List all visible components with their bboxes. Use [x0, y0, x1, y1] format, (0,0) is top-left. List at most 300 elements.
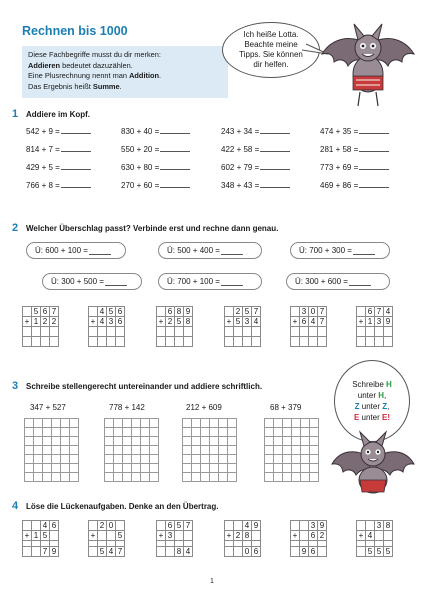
- answer-cell[interactable]: [107, 327, 116, 337]
- digit-cell: 7: [50, 307, 59, 317]
- answer-blank[interactable]: [61, 180, 91, 188]
- answer-cell[interactable]: [116, 327, 125, 337]
- grid-cell[interactable]: [43, 446, 52, 455]
- answer-cell[interactable]: [98, 337, 107, 347]
- answer-cell[interactable]: [184, 327, 193, 337]
- answer-cell[interactable]: [50, 327, 59, 337]
- digit-cell[interactable]: [366, 521, 375, 531]
- grid-cell[interactable]: [105, 473, 114, 482]
- digit-cell: 4: [309, 317, 318, 327]
- grid-cell[interactable]: [132, 419, 141, 428]
- grid-cell[interactable]: [132, 446, 141, 455]
- answer-cell[interactable]: [98, 327, 107, 337]
- digit-cell: [157, 307, 166, 317]
- grid-cell[interactable]: [132, 437, 141, 446]
- grid-cell[interactable]: [141, 419, 150, 428]
- answer-cell[interactable]: [300, 327, 309, 337]
- grid-cell[interactable]: [114, 437, 123, 446]
- grid-cell[interactable]: [210, 437, 219, 446]
- grid-cell[interactable]: [301, 419, 310, 428]
- grid-cell[interactable]: [25, 419, 34, 428]
- answer-blank[interactable]: [61, 162, 91, 170]
- page-title: Rechnen bis 1000: [22, 24, 128, 38]
- grid-cell[interactable]: [43, 419, 52, 428]
- answer-cell[interactable]: [375, 327, 384, 337]
- digit-cell: 3: [375, 317, 384, 327]
- answer-blank[interactable]: [260, 162, 290, 170]
- result-cell[interactable]: [157, 547, 166, 557]
- result-cell[interactable]: [357, 547, 366, 557]
- grid-cell[interactable]: [192, 473, 201, 482]
- grid-cell[interactable]: [228, 428, 237, 437]
- grid-cell[interactable]: [201, 473, 210, 482]
- answer-blank[interactable]: [160, 126, 190, 134]
- grid-cell[interactable]: [228, 446, 237, 455]
- digit-cell: 4: [384, 307, 393, 317]
- grid-cell[interactable]: [43, 428, 52, 437]
- grid-cell[interactable]: [192, 428, 201, 437]
- answer-blank[interactable]: [260, 144, 290, 152]
- digit-cell: [157, 521, 166, 531]
- grid-cell[interactable]: [25, 464, 34, 473]
- answer-cell[interactable]: [41, 337, 50, 347]
- grid-cell[interactable]: [301, 455, 310, 464]
- grid-cell[interactable]: [228, 473, 237, 482]
- grid-cell[interactable]: [132, 428, 141, 437]
- grid-cell[interactable]: [61, 446, 70, 455]
- grid-cell[interactable]: [301, 428, 310, 437]
- digit-cell[interactable]: [375, 531, 384, 541]
- digit-cell[interactable]: [50, 531, 59, 541]
- answer-cell[interactable]: [107, 337, 116, 347]
- result-cell[interactable]: [234, 547, 243, 557]
- grid-cell[interactable]: [25, 473, 34, 482]
- result-cell[interactable]: [32, 547, 41, 557]
- answer-cell[interactable]: [318, 337, 327, 347]
- digit-cell: 3: [309, 521, 318, 531]
- grid-cell[interactable]: [228, 464, 237, 473]
- grid-cell[interactable]: [265, 455, 274, 464]
- answer-blank[interactable]: [221, 247, 243, 255]
- grid-cell[interactable]: [123, 428, 132, 437]
- grid-cell[interactable]: [114, 455, 123, 464]
- answer-cell[interactable]: [252, 327, 261, 337]
- grid-cell[interactable]: [210, 455, 219, 464]
- grid-cell[interactable]: [61, 473, 70, 482]
- section-2-number: 2: [12, 222, 19, 234]
- answer-cell[interactable]: [384, 327, 393, 337]
- grid-cell[interactable]: [283, 419, 292, 428]
- answer-blank[interactable]: [260, 126, 290, 134]
- grid-cell[interactable]: [141, 428, 150, 437]
- exercise: 474 + 35 =: [320, 126, 389, 144]
- answer-cell[interactable]: [357, 337, 366, 347]
- grid-cell[interactable]: [25, 455, 34, 464]
- result-cell[interactable]: [225, 547, 234, 557]
- digit-cell[interactable]: [184, 531, 193, 541]
- digit-cell: +: [357, 531, 366, 541]
- grid-cell[interactable]: [219, 446, 228, 455]
- grid-cell[interactable]: [201, 437, 210, 446]
- answer-cell[interactable]: [243, 327, 252, 337]
- answer-blank[interactable]: [353, 247, 375, 255]
- answer-cell[interactable]: [366, 337, 375, 347]
- grid-cell[interactable]: [34, 455, 43, 464]
- answer-cell[interactable]: [166, 337, 175, 347]
- answer-cell[interactable]: [318, 327, 327, 337]
- digit-cell: +: [157, 531, 166, 541]
- grid-cell[interactable]: [70, 437, 79, 446]
- answer-cell[interactable]: [89, 327, 98, 337]
- speech-bubble-lotta: Ich heiße Lotta. Beachte meine Tipps. Sie können dir helfen.: [222, 22, 320, 78]
- result-cell[interactable]: [291, 547, 300, 557]
- grid-cell[interactable]: [265, 464, 274, 473]
- grid-cell[interactable]: [201, 464, 210, 473]
- grid-cell[interactable]: [201, 419, 210, 428]
- grid-cell[interactable]: [25, 428, 34, 437]
- grid-cell[interactable]: [265, 428, 274, 437]
- grid-cell[interactable]: [210, 419, 219, 428]
- grid-cell[interactable]: [61, 437, 70, 446]
- grid-cell[interactable]: [105, 437, 114, 446]
- answer-cell[interactable]: [225, 327, 234, 337]
- grid-cell[interactable]: [183, 437, 192, 446]
- answer-cell[interactable]: [252, 337, 261, 347]
- grid-cell[interactable]: [105, 428, 114, 437]
- answer-blank[interactable]: [160, 144, 190, 152]
- grid-cell[interactable]: [192, 464, 201, 473]
- grid-cell[interactable]: [201, 428, 210, 437]
- grid-cell[interactable]: [43, 437, 52, 446]
- grid-cell[interactable]: [219, 419, 228, 428]
- answer-cell[interactable]: [225, 337, 234, 347]
- grid-cell[interactable]: [210, 464, 219, 473]
- grid-cell[interactable]: [114, 446, 123, 455]
- digit-cell: 5: [116, 531, 125, 541]
- grid-cell[interactable]: [123, 437, 132, 446]
- grid-cell[interactable]: [210, 473, 219, 482]
- answer-blank[interactable]: [221, 278, 243, 286]
- answer-cell[interactable]: [184, 337, 193, 347]
- answer-cell[interactable]: [157, 327, 166, 337]
- grid-cell[interactable]: [34, 464, 43, 473]
- grid-cell[interactable]: [52, 455, 61, 464]
- grid-cell[interactable]: [150, 455, 159, 464]
- grid-cell[interactable]: [132, 473, 141, 482]
- grid-cell[interactable]: [219, 437, 228, 446]
- answer-cell[interactable]: [41, 327, 50, 337]
- grid-cell[interactable]: [141, 473, 150, 482]
- grid-cell[interactable]: [25, 437, 34, 446]
- answer-blank[interactable]: [260, 180, 290, 188]
- digit-cell[interactable]: [32, 521, 41, 531]
- answer-cell[interactable]: [291, 327, 300, 337]
- grid-cell[interactable]: [43, 455, 52, 464]
- grid-cell[interactable]: [274, 428, 283, 437]
- digit-cell: 3: [107, 317, 116, 327]
- digit-cell[interactable]: [384, 531, 393, 541]
- grid-cell[interactable]: [301, 473, 310, 482]
- grid-cell[interactable]: [201, 446, 210, 455]
- grid-cell[interactable]: [274, 473, 283, 482]
- grid-cell[interactable]: [301, 464, 310, 473]
- answer-cell[interactable]: [32, 327, 41, 337]
- gap-addition-grid: [290, 520, 327, 557]
- grid-cell[interactable]: [105, 455, 114, 464]
- answer-blank[interactable]: [105, 278, 127, 286]
- column-addition-grid: [224, 306, 261, 347]
- grid-cell[interactable]: [61, 455, 70, 464]
- answer-blank[interactable]: [160, 162, 190, 170]
- grid-cell[interactable]: [123, 419, 132, 428]
- answer-cell[interactable]: [116, 337, 125, 347]
- result-cell[interactable]: [23, 547, 32, 557]
- answer-cell[interactable]: [366, 327, 375, 337]
- section-1-heading: Addiere im Kopf.: [26, 110, 91, 119]
- grid-cell[interactable]: [141, 455, 150, 464]
- grid-cell[interactable]: [228, 455, 237, 464]
- result-cell: 7: [116, 547, 125, 557]
- grid-cell[interactable]: [210, 446, 219, 455]
- estimate-pill[interactable]: Ü: 700 + 100 =: [158, 273, 262, 290]
- grid-cell[interactable]: [141, 446, 150, 455]
- answer-blank[interactable]: [359, 126, 389, 134]
- digit-cell: 9: [384, 317, 393, 327]
- digit-cell: 5: [41, 531, 50, 541]
- grid-cell[interactable]: [150, 437, 159, 446]
- grid-cell[interactable]: [183, 473, 192, 482]
- answer-cell[interactable]: [384, 337, 393, 347]
- answer-cell[interactable]: [234, 337, 243, 347]
- grid-cell[interactable]: [283, 464, 292, 473]
- grid-cell[interactable]: [52, 419, 61, 428]
- grid-cell[interactable]: [292, 428, 301, 437]
- exercise: 830 + 40 =: [121, 126, 190, 144]
- grid-cell[interactable]: [105, 419, 114, 428]
- digit-cell[interactable]: [116, 521, 125, 531]
- section-2-heading: Welcher Überschlag passt? Verbinde erst und rechne dann genau.: [26, 224, 279, 233]
- answer-cell[interactable]: [23, 327, 32, 337]
- grid-cell[interactable]: [219, 455, 228, 464]
- grid-cell[interactable]: [114, 428, 123, 437]
- section-1-column-2: [121, 126, 190, 198]
- grid-cell[interactable]: [114, 419, 123, 428]
- answer-cell[interactable]: [175, 337, 184, 347]
- grid-cell[interactable]: [274, 437, 283, 446]
- empty-writing-grid: [104, 418, 159, 482]
- grid-cell[interactable]: [292, 464, 301, 473]
- grid-cell[interactable]: [105, 464, 114, 473]
- grid-cell[interactable]: [61, 419, 70, 428]
- grid-cell[interactable]: [310, 419, 319, 428]
- digit-cell[interactable]: [252, 531, 261, 541]
- grid-cell[interactable]: [274, 446, 283, 455]
- grid-cell[interactable]: [192, 455, 201, 464]
- grid-cell[interactable]: [265, 437, 274, 446]
- digit-cell[interactable]: [107, 531, 116, 541]
- grid-cell[interactable]: [141, 437, 150, 446]
- answer-blank[interactable]: [61, 144, 91, 152]
- grid-cell[interactable]: [292, 437, 301, 446]
- grid-cell[interactable]: [183, 464, 192, 473]
- grid-cell[interactable]: [292, 419, 301, 428]
- grid-cell[interactable]: [301, 437, 310, 446]
- grid-cell[interactable]: [292, 446, 301, 455]
- grid-cell[interactable]: [132, 464, 141, 473]
- answer-cell[interactable]: [89, 337, 98, 347]
- grid-cell[interactable]: [123, 446, 132, 455]
- grid-cell[interactable]: [70, 473, 79, 482]
- grid-cell[interactable]: [150, 473, 159, 482]
- grid-cell[interactable]: [132, 455, 141, 464]
- grid-cell[interactable]: [34, 473, 43, 482]
- answer-cell[interactable]: [166, 327, 175, 337]
- result-cell: 6: [252, 547, 261, 557]
- grid-cell[interactable]: [123, 455, 132, 464]
- answer-cell[interactable]: [243, 337, 252, 347]
- digit-cell[interactable]: [300, 531, 309, 541]
- grid-cell[interactable]: [310, 455, 319, 464]
- grid-cell[interactable]: [265, 473, 274, 482]
- grid-cell[interactable]: [283, 437, 292, 446]
- digit-cell[interactable]: [234, 521, 243, 531]
- grid-cell[interactable]: [150, 446, 159, 455]
- estimate-pill[interactable]: Ü: 600 + 100 =: [26, 242, 126, 259]
- answer-blank[interactable]: [160, 180, 190, 188]
- answer-cell[interactable]: [309, 337, 318, 347]
- answer-cell[interactable]: [50, 337, 59, 347]
- grid-cell[interactable]: [150, 464, 159, 473]
- grid-cell[interactable]: [274, 464, 283, 473]
- grid-cell[interactable]: [219, 464, 228, 473]
- grid-cell[interactable]: [210, 428, 219, 437]
- grid-cell[interactable]: [34, 437, 43, 446]
- answer-cell[interactable]: [32, 337, 41, 347]
- estimate-pill[interactable]: Ü: 300 + 600 =: [286, 273, 390, 290]
- answer-cell[interactable]: [291, 337, 300, 347]
- grid-cell[interactable]: [310, 464, 319, 473]
- grid-cell[interactable]: [25, 446, 34, 455]
- estimate-pill[interactable]: Ü: 300 + 500 =: [42, 273, 142, 290]
- grid-cell[interactable]: [123, 473, 132, 482]
- grid-cell[interactable]: [228, 419, 237, 428]
- grid-cell[interactable]: [219, 473, 228, 482]
- grid-cell[interactable]: [141, 464, 150, 473]
- grid-cell[interactable]: [52, 464, 61, 473]
- grid-cell[interactable]: [292, 473, 301, 482]
- digit-cell: 6: [116, 307, 125, 317]
- answer-cell[interactable]: [357, 327, 366, 337]
- grid-cell[interactable]: [61, 464, 70, 473]
- answer-cell[interactable]: [309, 327, 318, 337]
- grid-cell[interactable]: [52, 446, 61, 455]
- grid-cell[interactable]: [310, 437, 319, 446]
- grid-cell[interactable]: [70, 455, 79, 464]
- grid-cell[interactable]: [192, 419, 201, 428]
- estimate-pill[interactable]: Ü: 700 + 300 =: [290, 242, 390, 259]
- grid-cell[interactable]: [70, 428, 79, 437]
- estimate-pill[interactable]: Ü: 500 + 400 =: [158, 242, 262, 259]
- result-cell[interactable]: [89, 547, 98, 557]
- grid-cell[interactable]: [34, 428, 43, 437]
- grid-cell[interactable]: [34, 419, 43, 428]
- grid-cell[interactable]: [265, 419, 274, 428]
- grid-cell[interactable]: [301, 446, 310, 455]
- grid-cell[interactable]: [228, 437, 237, 446]
- result-cell: 5: [366, 547, 375, 557]
- grid-cell[interactable]: [274, 455, 283, 464]
- grid-cell[interactable]: [52, 437, 61, 446]
- grid-cell[interactable]: [183, 446, 192, 455]
- grid-cell[interactable]: [283, 428, 292, 437]
- grid-cell[interactable]: [192, 446, 201, 455]
- digit-cell: 2: [234, 307, 243, 317]
- answer-cell[interactable]: [175, 327, 184, 337]
- result-cell[interactable]: [318, 547, 327, 557]
- answer-blank[interactable]: [349, 278, 371, 286]
- grid-cell[interactable]: [34, 446, 43, 455]
- digit-cell[interactable]: [175, 531, 184, 541]
- grid-cell[interactable]: [183, 428, 192, 437]
- grid-cell[interactable]: [310, 473, 319, 482]
- grid-cell[interactable]: [283, 455, 292, 464]
- grid-cell[interactable]: [201, 455, 210, 464]
- grid-cell[interactable]: [283, 446, 292, 455]
- grid-cell[interactable]: [43, 464, 52, 473]
- grid-cell[interactable]: [70, 419, 79, 428]
- grid-cell[interactable]: [52, 428, 61, 437]
- exercise: 422 + 58 =: [221, 144, 290, 162]
- grid-cell[interactable]: [150, 428, 159, 437]
- answer-blank[interactable]: [89, 247, 111, 255]
- grid-cell[interactable]: [274, 419, 283, 428]
- grid-cell[interactable]: [292, 455, 301, 464]
- grid-cell[interactable]: [310, 428, 319, 437]
- grid-cell[interactable]: [43, 473, 52, 482]
- answer-cell[interactable]: [300, 337, 309, 347]
- answer-cell[interactable]: [157, 337, 166, 347]
- grid-cell[interactable]: [52, 473, 61, 482]
- result-cell[interactable]: [166, 547, 175, 557]
- grid-cell[interactable]: [150, 419, 159, 428]
- answer-cell[interactable]: [375, 337, 384, 347]
- grid-cell[interactable]: [310, 446, 319, 455]
- digit-cell[interactable]: [300, 521, 309, 531]
- grid-cell[interactable]: [283, 473, 292, 482]
- answer-blank[interactable]: [359, 180, 389, 188]
- grid-cell[interactable]: [114, 473, 123, 482]
- grid-cell[interactable]: [192, 437, 201, 446]
- digit-cell: 7: [375, 307, 384, 317]
- grid-cell[interactable]: [265, 446, 274, 455]
- answer-blank[interactable]: [359, 162, 389, 170]
- answer-blank[interactable]: [359, 144, 389, 152]
- grid-cell[interactable]: [70, 464, 79, 473]
- grid-cell[interactable]: [70, 446, 79, 455]
- grid-cell[interactable]: [183, 419, 192, 428]
- digit-cell[interactable]: [98, 531, 107, 541]
- grid-cell[interactable]: [105, 446, 114, 455]
- answer-cell[interactable]: [234, 327, 243, 337]
- grid-cell[interactable]: [183, 455, 192, 464]
- exercise: 348 + 43 =: [221, 180, 290, 198]
- answer-cell[interactable]: [23, 337, 32, 347]
- grid-cell[interactable]: [219, 428, 228, 437]
- grid-cell[interactable]: [114, 464, 123, 473]
- grid-cell[interactable]: [123, 464, 132, 473]
- answer-blank[interactable]: [61, 126, 91, 134]
- grid-cell[interactable]: [61, 428, 70, 437]
